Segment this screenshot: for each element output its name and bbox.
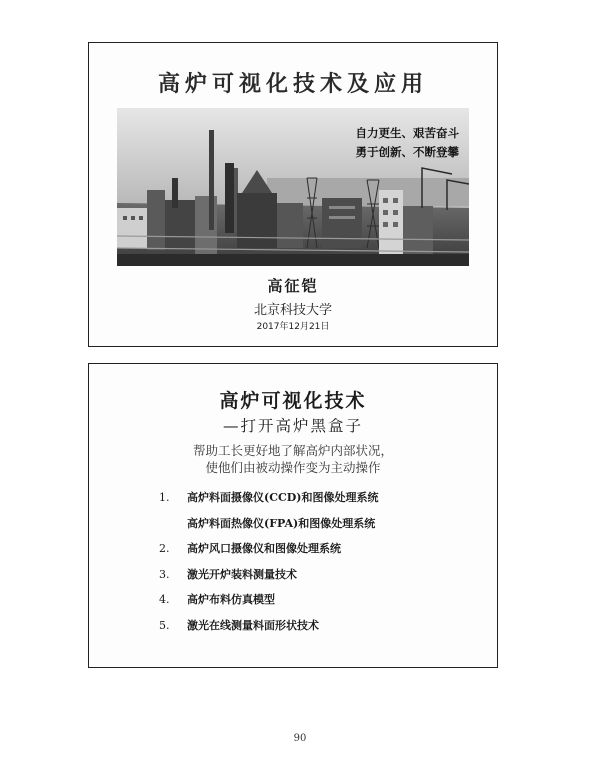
list-item [159,514,489,540]
author-name: 高征铠 [267,277,319,295]
page-number: 90 [293,733,307,744]
slogan-line-2: 勇于创新、不断登攀 [355,145,459,159]
presentation-date: 2017年12月21日 [256,322,330,332]
description-line-1: 帮助工长更好地了解高炉内部状况， [192,443,393,458]
slide-1 [88,42,498,347]
slide-2 [88,363,498,668]
slide-2-description [89,442,497,476]
slide-2-subtitle: —打开高炉黑盒子 [222,417,363,435]
list-item-text: 激光在线测量料面形状技术 [187,618,319,632]
list-item [159,539,489,565]
list-item-text: 高炉布料仿真模型 [187,593,275,607]
steel-plant-photo [117,108,469,266]
list-item-text: 高炉料面摄像仪(CCD)和图像处理系统 [187,491,379,504]
list-item-number: 5. [159,618,170,632]
slide-1-title: 高炉可视化技术及应用 [157,71,428,97]
slogan [356,124,460,162]
list-item-number: 1. [159,491,170,504]
slide-2-title: 高炉可视化技术 [219,390,367,412]
list-item [159,488,489,514]
list-item [159,616,489,642]
description-line-2: 使他们由被动操作变为主动操作 [205,460,381,475]
list-item-number: 2. [159,542,170,556]
affiliation: 北京科技大学 [253,303,332,318]
list-item-text: 激光开炉装料测量技术 [187,567,297,581]
list-item-text: 高炉料面热像仪(FPA)和图像处理系统 [187,516,376,530]
list-item-text: 高炉风口摄像仪和图像处理系统 [187,542,341,556]
slogan-line-1: 自力更生、艰苦奋斗 [355,126,459,140]
list-item [159,590,489,616]
list-item-number: 3. [159,567,170,581]
list-item [159,565,489,591]
list-item-number: 4. [159,593,170,607]
technology-list [159,488,489,642]
